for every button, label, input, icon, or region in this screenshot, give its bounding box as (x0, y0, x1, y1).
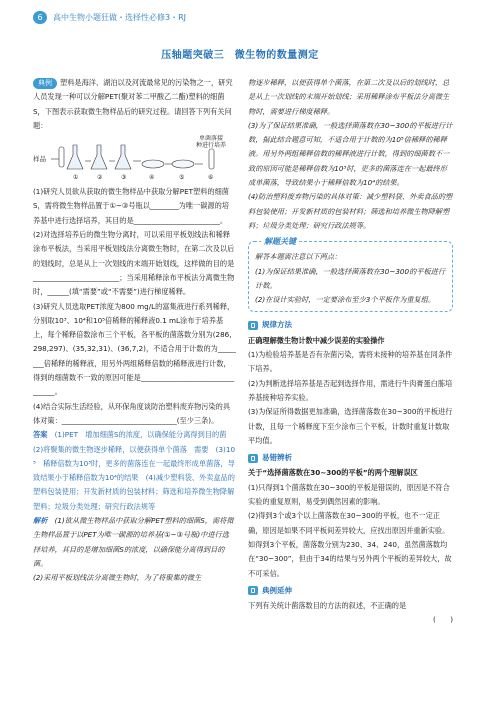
page-number: 6 (33, 11, 47, 24)
petri-dish-2-icon (172, 160, 194, 168)
step-5-label: ⑤ (179, 174, 185, 182)
sample-label: 样品 (33, 155, 46, 164)
key-points-label: 解题关键 (261, 235, 299, 249)
key-intro: 解答本题需注意以下两点： (255, 252, 342, 262)
answer-label: 答案 (33, 430, 48, 440)
book-title: 高中生物小题狂做・选择性必修3・RJ (53, 13, 187, 22)
method-heading (248, 318, 453, 332)
flask-3-icon (115, 145, 131, 169)
example-tag: 典例 (33, 78, 57, 89)
extend-question-text: 下列有关统计菌落数目的方法的叙述，不正确的是 (248, 601, 407, 611)
error-subheading: 关于“选择菌落数在30~300的平板”的两个理解误区 (248, 468, 418, 478)
extend-icon (248, 586, 258, 595)
method-subheading: 正确理解微生物计数中减少误差的实验操作 (248, 335, 385, 345)
step-1-label: ① (73, 174, 79, 182)
experiment-diagram (33, 135, 236, 183)
answer-text: (1)PET 增加细菌S的浓度，以确保能分离得到目的菌 (2)将聚集的微生物逐步稀释，以便获得单个菌落 需要 (3)10⁵ 稀释倍数为10³时，更多的菌落连在一起最终形成单菌落，导致结果小于稀释倍数为10⁴的结果 (4)减少塑料袋、外卖盒品的塑料包装使用；开发新材质的包装材料；筛选和培养微生物降解塑料；垃圾分类处理；研究行政法规等 (33, 430, 236, 511)
error-item-1: (1)只得到1个菌落数在30~300的平板是错误的，原因是不符合实验的重复原则，易受到偶然因素的影响。 (248, 482, 450, 507)
plate-label-line1: 单菌落接 (199, 135, 224, 143)
test-tube-2-icon (209, 149, 214, 169)
analysis-block-2: (2)采用平板划线法分离微生物时，为了将聚集的微生 (33, 573, 202, 583)
analysis-label: 解析 (33, 516, 48, 526)
answer-block (33, 428, 236, 514)
analysis-part-3: (3)为了保证结果准确，一般选择菌落数在30~300的平板进行计数，据此结合题意可知，不适合用于计数的为10⁵倍稀释的稀释液。用另外两组稀释倍数的稀释液进行计数，得到的细菌数不一致的原因可能是稀释倍数为10³时，更多的菌落连在一起最终形成单菌落，导致结果小于稀释倍数为10⁴的结果。 (248, 120, 453, 188)
error-icon (248, 454, 258, 463)
answer-paren: ( ) (433, 615, 453, 625)
step-4-label: ④ (149, 174, 155, 182)
intro-text: 塑料是海洋、湖泊以及河流最常见的污染物之一，研究人员发现一种可以分解PET(聚对苯二甲酸乙二酯)塑料的细菌S，下图表示获取微生物样品后的研究过程。请回答下列有关问题： (33, 78, 233, 130)
question-4: (4)结合实际生活经验，从环保角度谈防治塑料废弃物污染的具体对策：________________________________(至少三条)。 (33, 401, 231, 425)
extend-question (248, 599, 453, 613)
intro-paragraph (33, 76, 236, 133)
step-2-label: ② (97, 174, 103, 182)
method-item-2: (2)为判断选择培养基是否起到选择作用，需进行牛肉膏蛋白胨培养基接种培养实验。 (248, 378, 453, 402)
key-points-box (248, 237, 453, 312)
method-item-3: (3)为保证所得数据更加准确，选择菌落数在30~300的平板进行计数，且每一个稀释度下至少涂布三个平板，计数时重复计数取平均值。 (248, 407, 453, 445)
analysis-continued: 物逐步稀释，以便获得单个菌落，在第二次及以后的划线时，总是从上一次划线的末端开始划线；采用稀释涂布平板法分离微生物时，需要进行梯度稀释。 (248, 78, 450, 116)
left-column (33, 76, 236, 586)
extend-heading (248, 584, 453, 598)
question-1: (1)研究人员欲从获取的微生物样品中获取分解PET塑料的细菌S，需将微生物样品置于①~③号瓶以________为唯一碳源的培养基中进行选择培养，其目的是________________________。 (33, 187, 229, 225)
extend-title: 典例延伸 (262, 585, 292, 595)
method-title: 规律方法 (262, 320, 292, 330)
error-title: 易错辨析 (262, 453, 292, 463)
key-point-2: (2)在设计实验时，一定要涂布至少3个平板作为重复组。 (255, 295, 436, 305)
error-item-2: (2)得到3个或3个以上菌落数在30~300的平板，也不一定正确，原因是如果不同平板间差异较大，应找出原因并重新实验。如得到3个平板，菌落数分别为230、34、240，虽然菌落数均在“30~300”，但由于34的结果与另外两个平板的差异较大，故不可采信。 (248, 511, 452, 578)
flask-2-icon (91, 145, 107, 169)
step-3-label: ③ (121, 174, 127, 182)
test-tube-icon (59, 147, 64, 167)
petri-dish-1-icon (142, 160, 164, 168)
analysis-block (33, 514, 236, 571)
error-heading (248, 451, 453, 465)
step-6-label: ⑥ (208, 174, 214, 182)
key-point-1: (1)为保证结果准确，一般选择菌落数在30~300的平板进行计数。 (255, 266, 446, 290)
page-header (0, 0, 480, 30)
section-title: 压轴题突破三 微生物的数量测定 (161, 50, 319, 61)
experiment-figure (33, 135, 236, 183)
method-item-1: (1)为检验培养基是否有杂菌污染，需将未接种的培养基在同条件下培养。 (248, 350, 453, 374)
analysis-text: (1)欲从微生物样品中获取分解PET塑料的细菌S，需将微生物样品置于以PET为唯一碳源的培养基(①~③号瓶)中进行选择培养，其目的是增加细菌S的浓度，以确保能分离得到目的菌。 (33, 516, 234, 568)
method-icon (248, 321, 258, 330)
plate-label-line2: 种进行培养 (196, 142, 227, 150)
flask-1-icon (67, 145, 83, 169)
question-3: (3)研究人员选取PET浓度为800 mg/L的富集液进行系列稀释，分别取10³、10⁴和10⁵倍稀释的稀释液0.1 mL涂布于培养基上，每个稀释倍数涂布三个平板，各平板的菌落数分别为(286,298,297)、(35,32,31)、(36,7,2)，不适合用于计数的为________倍稀释的稀释液，用另外两组稀释倍数的稀释液进行计数，得到的细菌数不一致的原因可能是________________________________。 (33, 301, 236, 397)
right-column (248, 76, 453, 628)
analysis-part-4: (4)防治塑料废弃物污染的具体对策：减少塑料袋、外卖食品的塑料包装使用；开发新材质的包装材料；筛选和培养微生物降解塑料；垃圾分类处理；研究行政法规等。 (248, 192, 453, 230)
question-2: (2)对选择培养后的微生物分离时，可以采用平板划线法和稀释涂布平板法，当采用平板划线法分离微生物时，在第二次及以后的划线时，总是从上一次划线的末端开始划线，这样做的目的是________________________；当采用稀释涂布平板法分离微生物时，______(填“需要”或“不需要”)进行梯度稀释。 (33, 230, 235, 297)
